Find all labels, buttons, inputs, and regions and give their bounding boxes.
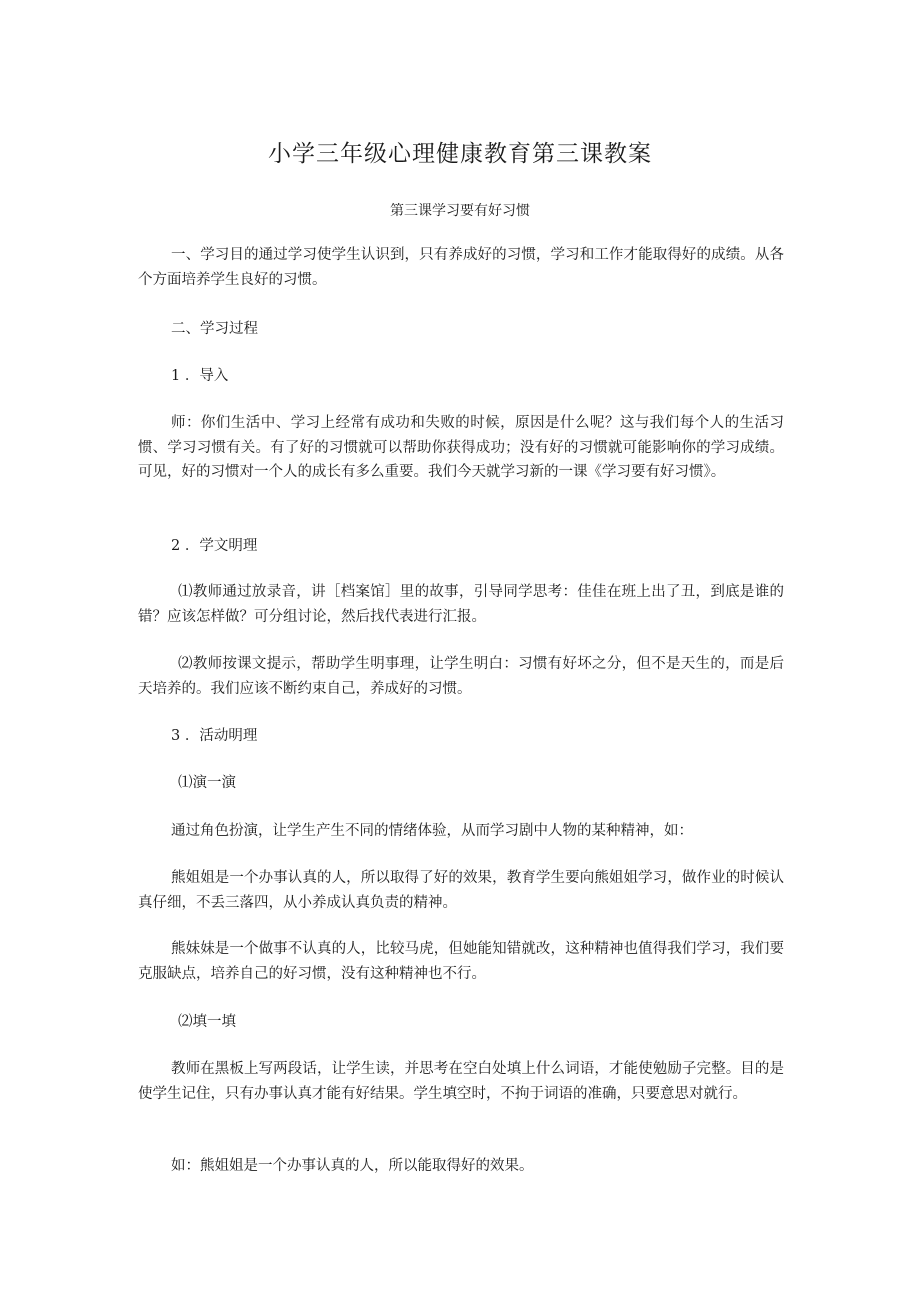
paragraph-objective: 一、学习目的通过学习使学生认识到，只有养成好的习惯，学习和工作才能取得好的成绩。从各个方面培养学生良好的习惯。 — [138, 247, 784, 288]
paragraph-study-2: ⑵教师按课文提示，帮助学生明事理，让学生明白：习惯有好坏之分，但不是天生的，而是后天培养的。我们应该不断约束自己，养成好的习惯。 — [138, 656, 784, 697]
paragraph-study-1: ⑴教师通过放录音，讲［档案馆］里的故事，引导同学思考：佳佳在班上出了丑，到底是谁的错？应该怎样做？可分组讨论，然后找代表进行汇报。 — [138, 584, 784, 625]
paragraph-intro: 师：你们生活中、学习上经常有成功和失败的时候，原因是什么呢？这与我们每个人的生活习惯、学习习惯有关。有了好的习惯就可以帮助你获得成功；没有好的习惯就可能影响你的学习成绩。可见，好的习惯对一个人的成长有多么重要。我们今天就学习新的一课《学习要有好习惯》。 — [138, 415, 784, 480]
paragraph-roleplay: 通过角色扮演，让学生产生不同的情绪体验，从而学习剧中人物的某种精神，如： — [171, 823, 693, 839]
page-title: 小学三年级心理健康教育第三课教案 — [268, 141, 652, 167]
lesson-subtitle: 第三课学习要有好习惯 — [390, 203, 530, 219]
activity-heading-fill: ⑵填一填 — [178, 1014, 236, 1030]
paragraph-bear-younger-sister: 熊妹妹是一个做事不认真的人，比较马虎，但她能知错就改，这种精神也值得我们学习，我们要克服缺点，培养自己的好习惯，没有这种精神也不行。 — [138, 941, 784, 982]
paragraph-example: 如：熊姐姐是一个办事认真的人，所以能取得好的效果。 — [171, 1158, 534, 1174]
paragraph-fill-in: 教师在黑板上写两段话，让学生读，并思考在空白处填上什么词语，才能使勉励子完整。目的是使学生记住，只有办事认真才能有好结果。学生填空时，不拘于词语的准确，只要意思对就行。 — [138, 1061, 784, 1102]
paragraph-bear-sister: 熊姐姐是一个办事认真的人，所以取得了好的效果，教育学生要向熊姐姐学习，做作业的时候认真仔细，不丢三落四，从小养成认真负责的精神。 — [138, 870, 784, 911]
activity-heading-act: ⑴演一演 — [178, 775, 236, 791]
step-heading-activity: 3 ．活动明理 — [171, 728, 258, 744]
step-heading-intro: 1 ．导入 — [171, 368, 229, 384]
step-heading-study: 2 ．学文明理 — [171, 538, 258, 554]
section-heading-process: 二、学习过程 — [171, 321, 258, 337]
